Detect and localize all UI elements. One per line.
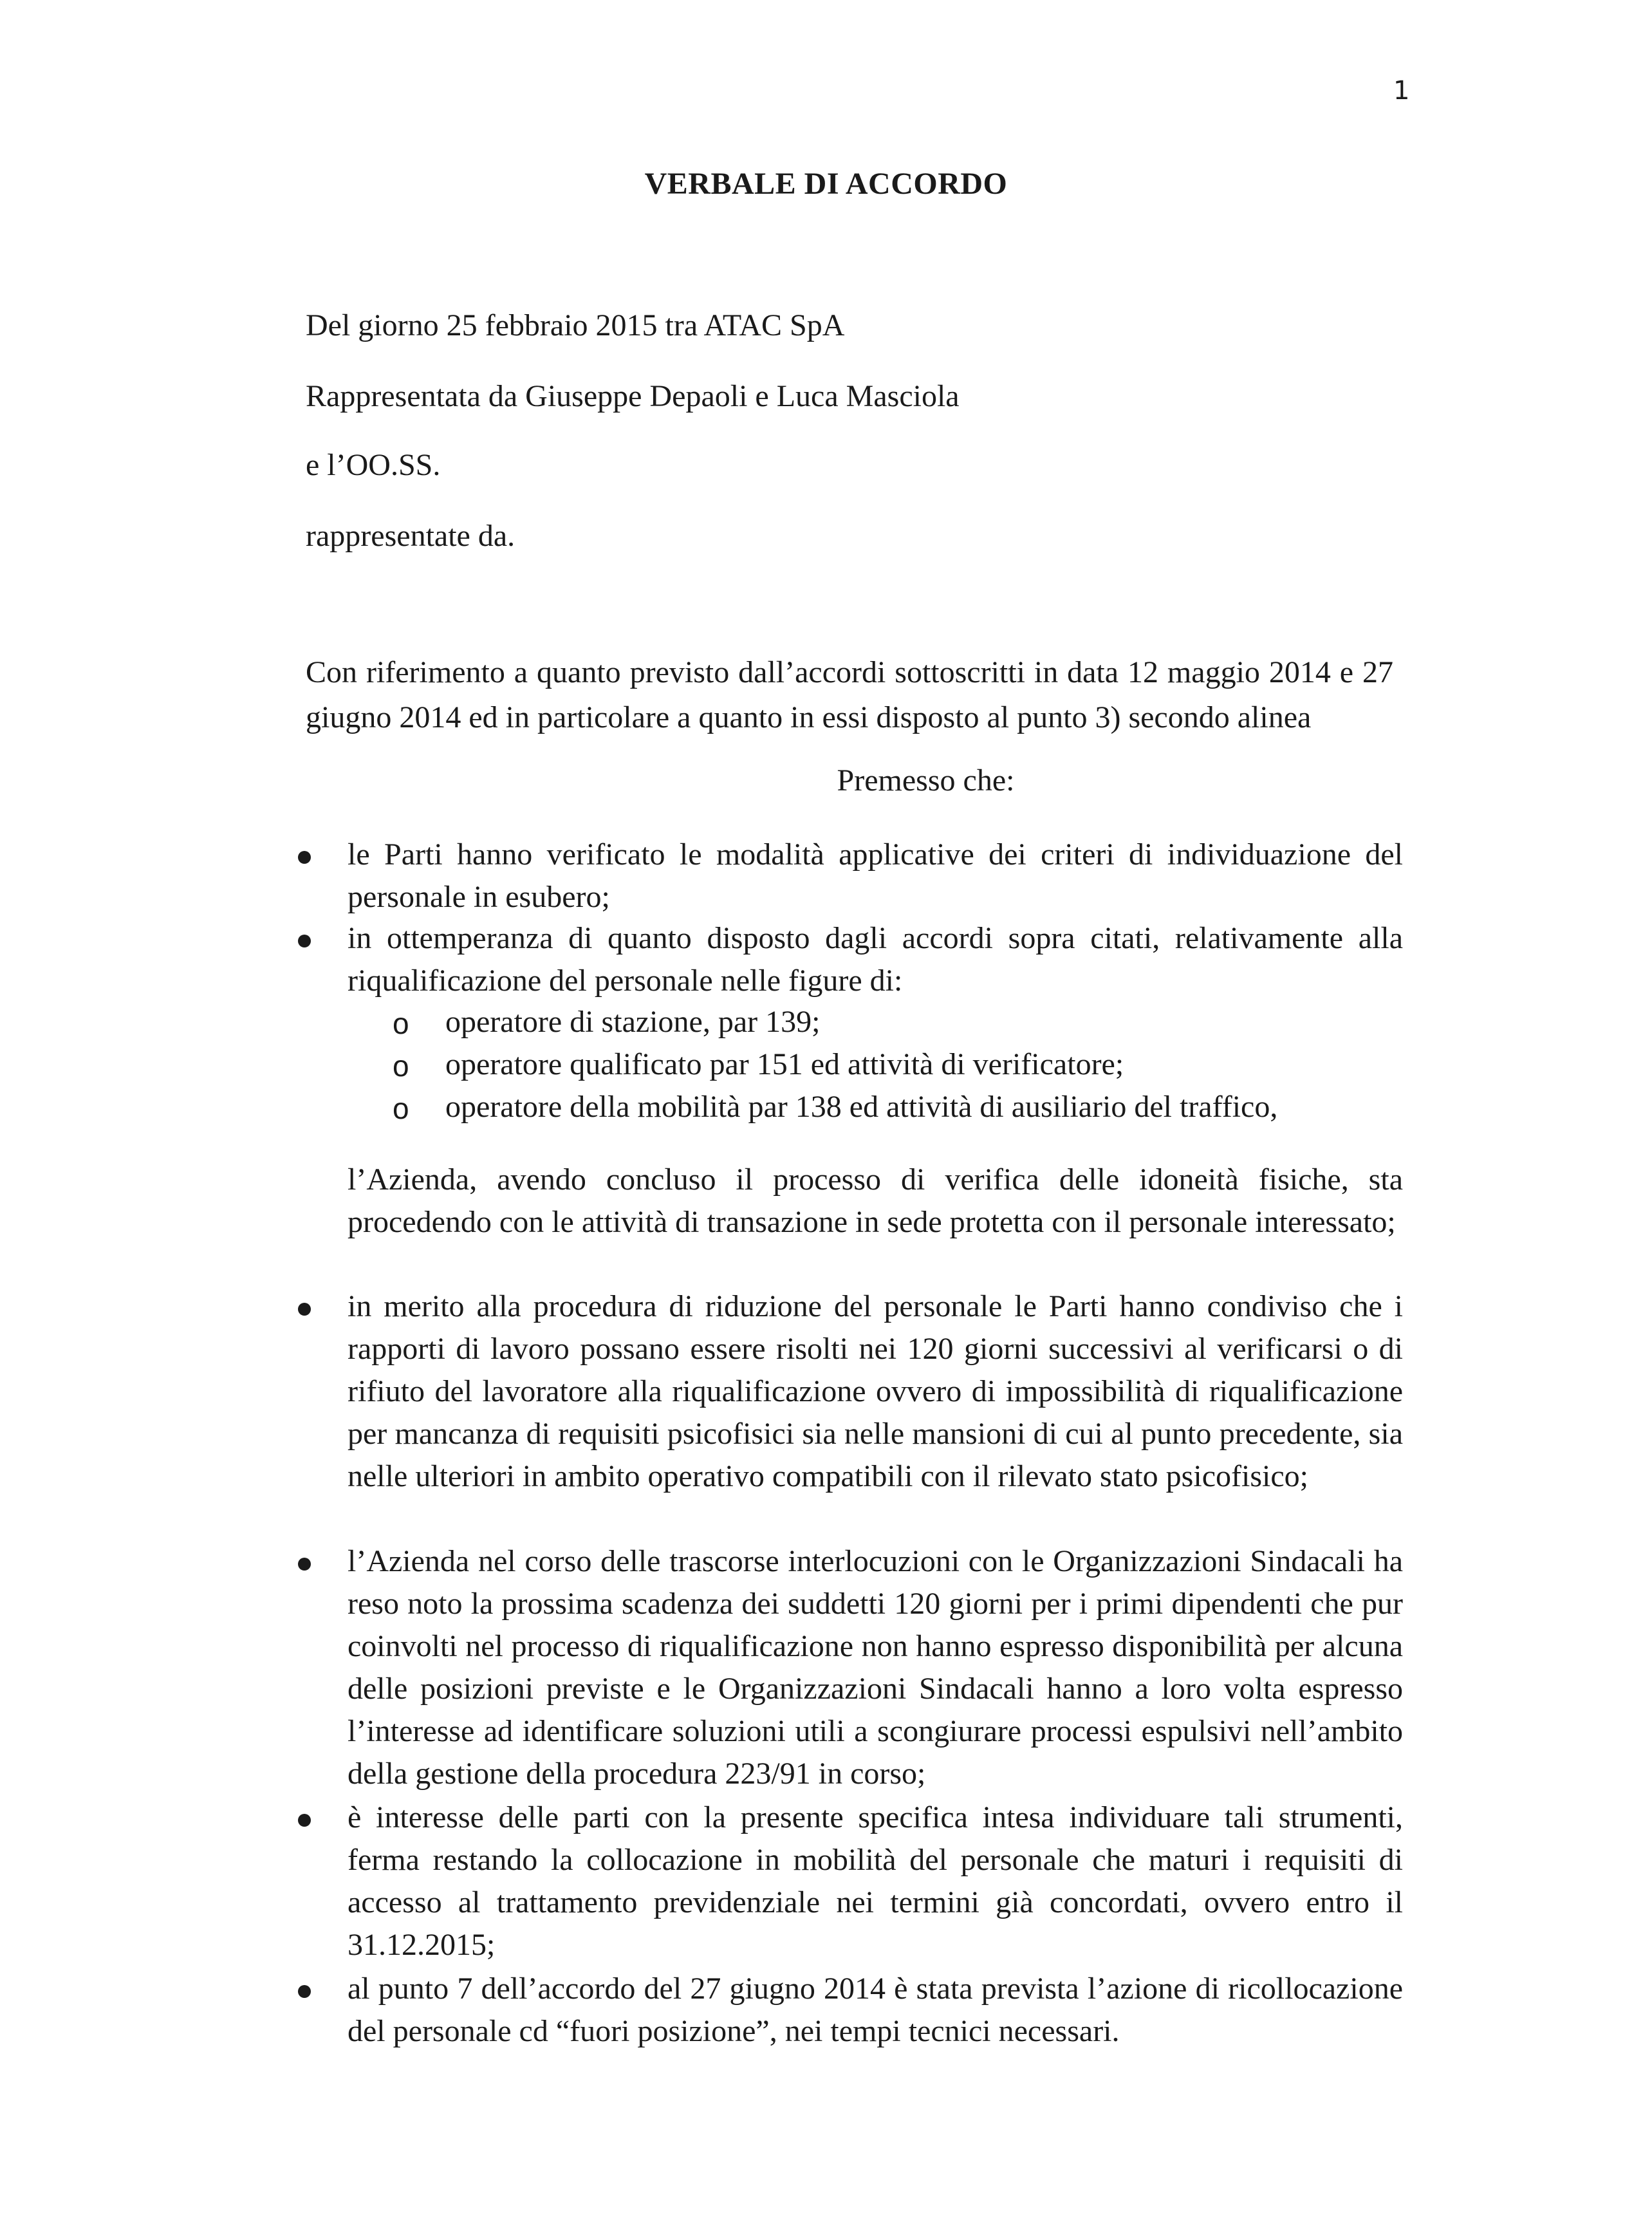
document-title: VERBALE DI ACCORDO [644,167,1008,201]
bullet-item-6: al punto 7 dell’accordo del 27 giugno 2014 è stata prevista l’azione di ricollocazione del personale cd “fuori posizione”, nei tempi tecnici necessari. [348,1972,1403,2048]
intro-represented-by-line: rappresentate da. [306,519,515,553]
intro-unions-line: e l’OO.SS. [306,448,441,482]
bullet-item-5: è interesse delle parti con la presente specifica intesa individuare tali strumenti, ferma restando la collocazione in mobilità del personale che maturi i requisiti di accesso al trattamento previdenziale nei termini già concordati, ovvero entro il 31.12.2015; [348,1800,1403,1962]
sub-item-marker: o [393,1007,409,1040]
premesso-heading: Premesso che: [837,763,1015,797]
continuation-paragraph: l’Azienda, avendo concluso il processo di verifica delle idoneità fisiche, sta procedendo con le attività di transazione in sede protetta con il personale interessato; [348,1162,1403,1239]
bullet-item-3: in merito alla procedura di riduzione del personale le Parti hanno condiviso che i rapporti di lavoro possano essere risolti nei 120 giorni successivi al verificarsi o di rifiuto del lavoratore alla riqualificazione ovvero di impossibilità di riqualificazione per mancanza di requisiti psicofisici sia nelle mansioni di cui al punto precedente, sia nelle ulteriori in ambito operativo compatibili con il rilevato stato psicofisico; [348,1289,1403,1493]
sub-item-2: operatore qualificato par 151 ed attività di verificatore; [445,1047,1124,1081]
sub-item-marker: o [393,1049,409,1083]
bullet-dot [298,851,311,864]
reference-paragraph: Con riferimento a quanto previsto dall’accordi sottoscritti in data 12 maggio 2014 e 27 giugno 2014 ed in particolare a quanto in essi disposto al punto 3) secondo alinea [306,655,1393,734]
bullet-dot [298,935,311,947]
bullet-item-2: in ottemperanza di quanto disposto dagli accordi sopra citati, relativamente alla riqualificazione del personale nelle figure di: [348,921,1403,998]
sub-item-marker: o [393,1092,409,1125]
bullet-dot [298,1814,311,1827]
page-number: 1 [1393,76,1410,106]
intro-date-line: Del giorno 25 febbraio 2015 tra ATAC SpA [306,308,845,342]
intro-representatives-line: Rappresentata da Giuseppe Depaoli e Luca Masciola [306,379,960,413]
bullet-item-4: l’Azienda nel corso delle trascorse interlocuzioni con le Organizzazioni Sindacali ha reso noto la prossima scadenza dei suddetti 120 giorni per i primi dipendenti che pur coinvolti nel processo di riqualificazione non hanno espresso disponibilità per alcuna delle posizioni previste e le Organizzazioni Sindacali hanno a loro volta espresso l’interesse ad identificare soluzioni utili a scongiurare processi espulsivi nell’ambito della gestione della procedura 223/91 in corso; [348,1544,1403,1791]
sub-item-1: operatore di stazione, par 139; [445,1005,821,1039]
bullet-item-1: le Parti hanno verificato le modalità applicative dei criteri di individuazione del personale in esubero; [348,837,1403,914]
bullet-dot [298,1985,311,1998]
bullet-dot [298,1303,311,1316]
bullet-dot [298,1558,311,1571]
sub-item-3: operatore della mobilità par 138 ed attività di ausiliario del traffico, [445,1090,1278,1124]
